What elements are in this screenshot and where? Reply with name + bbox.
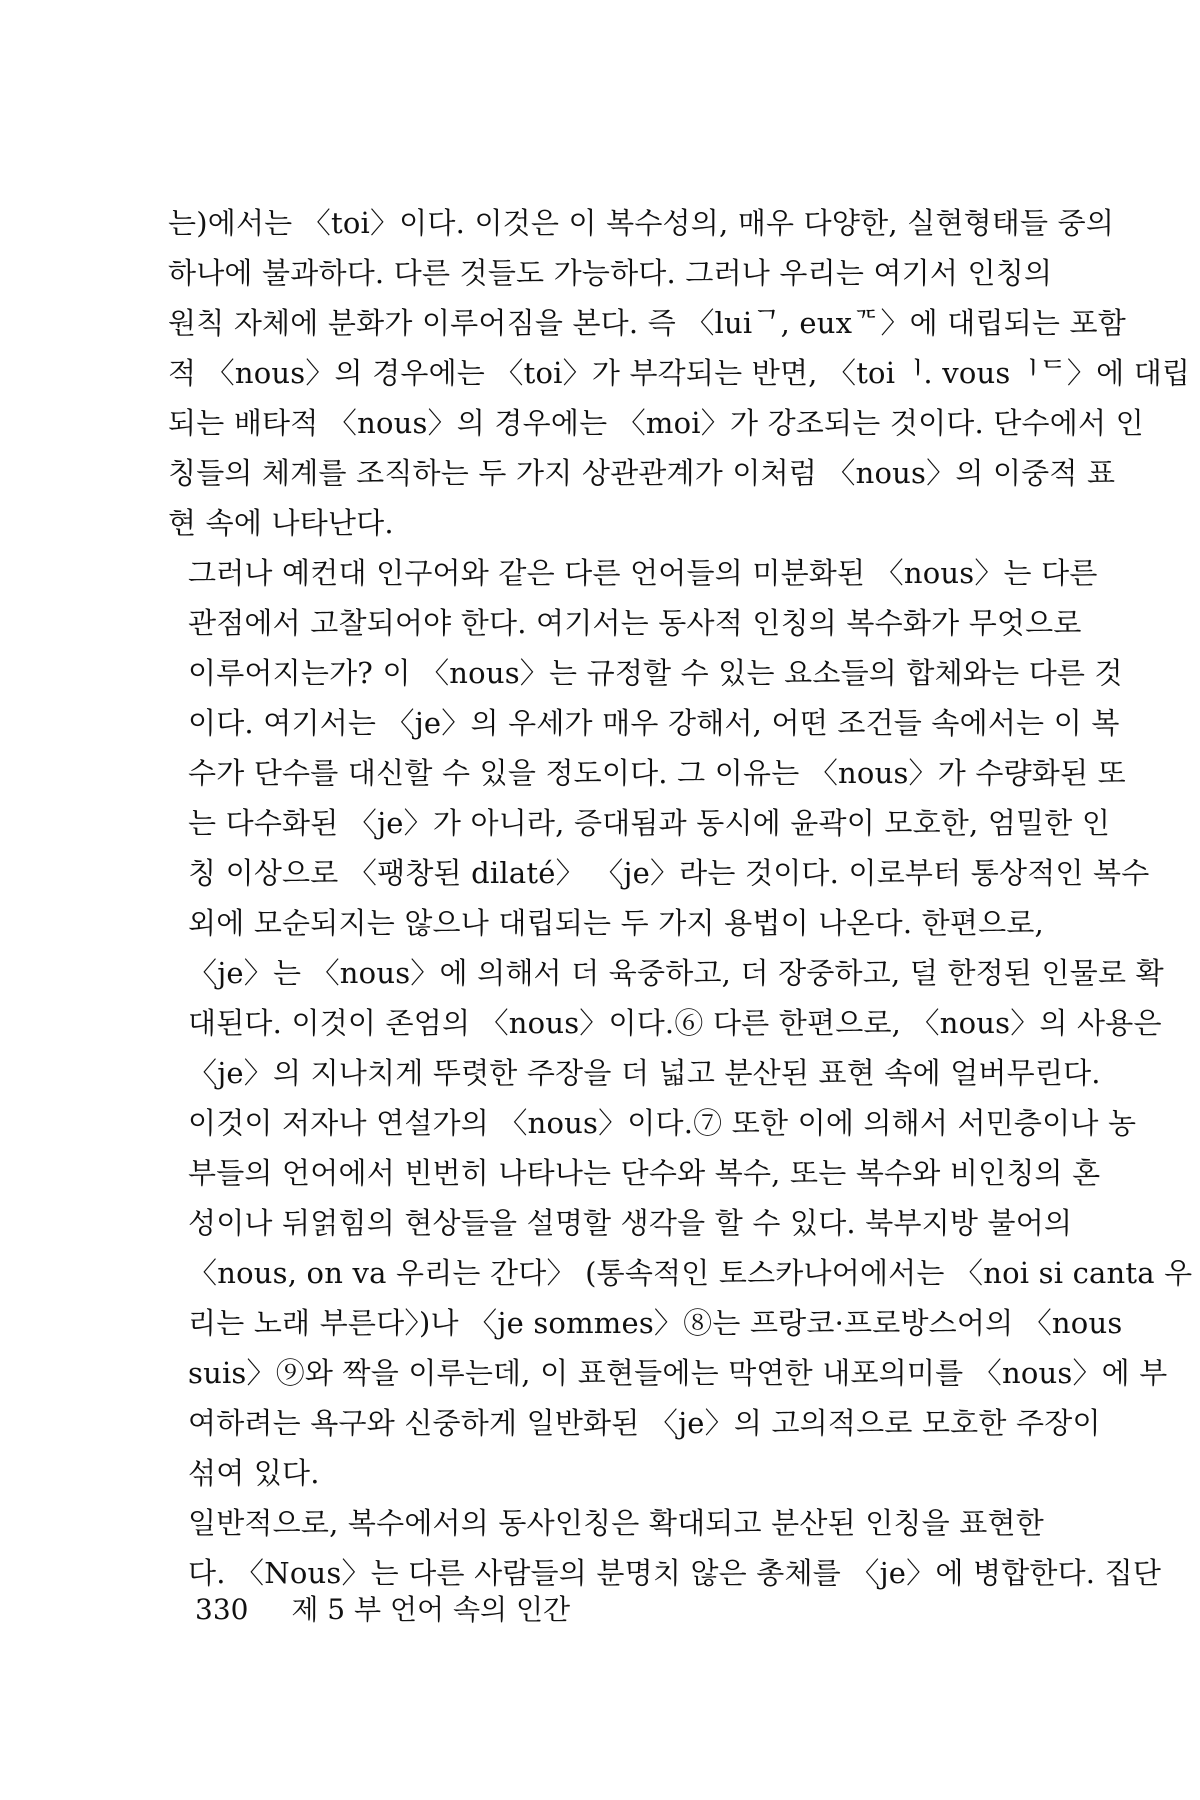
page-footer [195,1590,570,1630]
text-line: 는 다수화된 〈je〉가 아니라, 증대됨과 동시에 윤곽이 모호한, 엄밀한 인 [188,806,1111,840]
text-line: 그러나 예컨대 인구어와 같은 다른 언어들의 미분화된 〈nous〉는 다른 [188,556,1098,590]
text-line: 적 〈nous〉의 경우에는 〈toi〉가 부각되는 반면, 〈toiᅵ. vousᅵᄃ〉에 대립 [168,356,1191,390]
text-line: suis〉⑨와 짝을 이루는데, 이 표현들에는 막연한 내포의미를 〈nous〉에 부 [188,1356,1168,1390]
text-line: 이다. 여기서는 〈je〉의 우세가 매우 강해서, 어떤 조건들 속에서는 이 복 [188,706,1120,740]
text-line: 〈nous, on va 우리는 간다〉 (통속적인 토스카나어에서는 〈noi si canta 우 [188,1256,1193,1290]
paragraph-3 [168,1498,1162,1598]
text-line: 섞여 있다. [188,1456,320,1490]
text-line: 이루어지는가? 이 〈nous〉는 규정할 수 있는 요소들의 합체와는 다른 것 [188,656,1123,690]
text-line: 일반적으로, 복수에서의 동사인칭은 확대되고 분산된 인칭을 표현한 [188,1506,1044,1540]
text-line: 는)에서는 〈toi〉이다. 이것은 이 복수성의, 매우 다양한, 실현형태들 중의 [168,206,1115,240]
text-line: 외에 모순되지는 않으나 대립되는 두 가지 용법이 나온다. 한편으로, [188,906,1044,940]
paragraph-2 [168,548,1193,1498]
text-line: 되는 배타적 〈nous〉의 경우에는 〈moi〉가 강조되는 것이다. 단수에서 인 [168,406,1144,440]
text-line: 칭 이상으로 〈팽창된 dilaté〉 〈je〉라는 것이다. 이로부터 통상적인 복수 [188,856,1150,890]
text-line: 성이나 뒤얽힘의 현상들을 설명할 생각을 할 수 있다. 북부지방 불어의 [188,1206,1073,1240]
text-line: 현 속에 나타난다. [168,506,394,540]
text-line: 관점에서 고찰되어야 한다. 여기서는 동사적 인칭의 복수화가 무엇으로 [188,606,1082,640]
text-line: 칭들의 체계를 조직하는 두 가지 상관관계가 이처럼 〈nous〉의 이중적 표 [168,456,1116,490]
text-line: 리는 노래 부른다〉)나 〈je sommes〉⑧는 프랑코·프로방스어의 〈nous [188,1306,1123,1340]
text-line: 대된다. 이것이 존엄의 〈nous〉이다.⑥ 다른 한편으로, 〈nous〉의 사용은 [188,1006,1162,1040]
body-text [168,198,1193,1598]
text-line: 여하려는 욕구와 신중하게 일반화된 〈je〉의 고의적으로 모호한 주장이 [188,1406,1101,1440]
text-line: 〈je〉는 〈nous〉에 의해서 더 육중하고, 더 장중하고, 덜 한정된 인물로 확 [188,956,1164,990]
running-title: 제 5 부 언어 속의 인간 [291,1593,571,1626]
text-line: 이것이 저자나 연설가의 〈nous〉이다.⑦ 또한 이에 의해서 서민층이나 농 [188,1106,1137,1140]
text-line: 하나에 불과하다. 다른 것들도 가능하다. 그러나 우리는 여기서 인칭의 [168,256,1053,290]
text-line: 수가 단수를 대신할 수 있을 정도이다. 그 이유는 〈nous〉가 수량화된 또 [188,756,1126,790]
paragraph-1 [168,198,1191,548]
text-line: 원칙 자체에 분화가 이루어짐을 본다. 즉 〈luiᄀ, euxᄀᄃ〉에 대립되는 포함 [168,306,1126,340]
text-line: 다. 〈Nous〉는 다른 사람들의 분명치 않은 총체를 〈je〉에 병합한다. 집단 [188,1556,1162,1590]
text-line: 〈je〉의 지나치게 뚜렷한 주장을 더 넓고 분산된 표현 속에 얼버무린다. [188,1056,1101,1090]
page-number: 330 [195,1593,249,1626]
text-line: 부들의 언어에서 빈번히 나타나는 단수와 복수, 또는 복수와 비인칭의 혼 [188,1156,1101,1190]
